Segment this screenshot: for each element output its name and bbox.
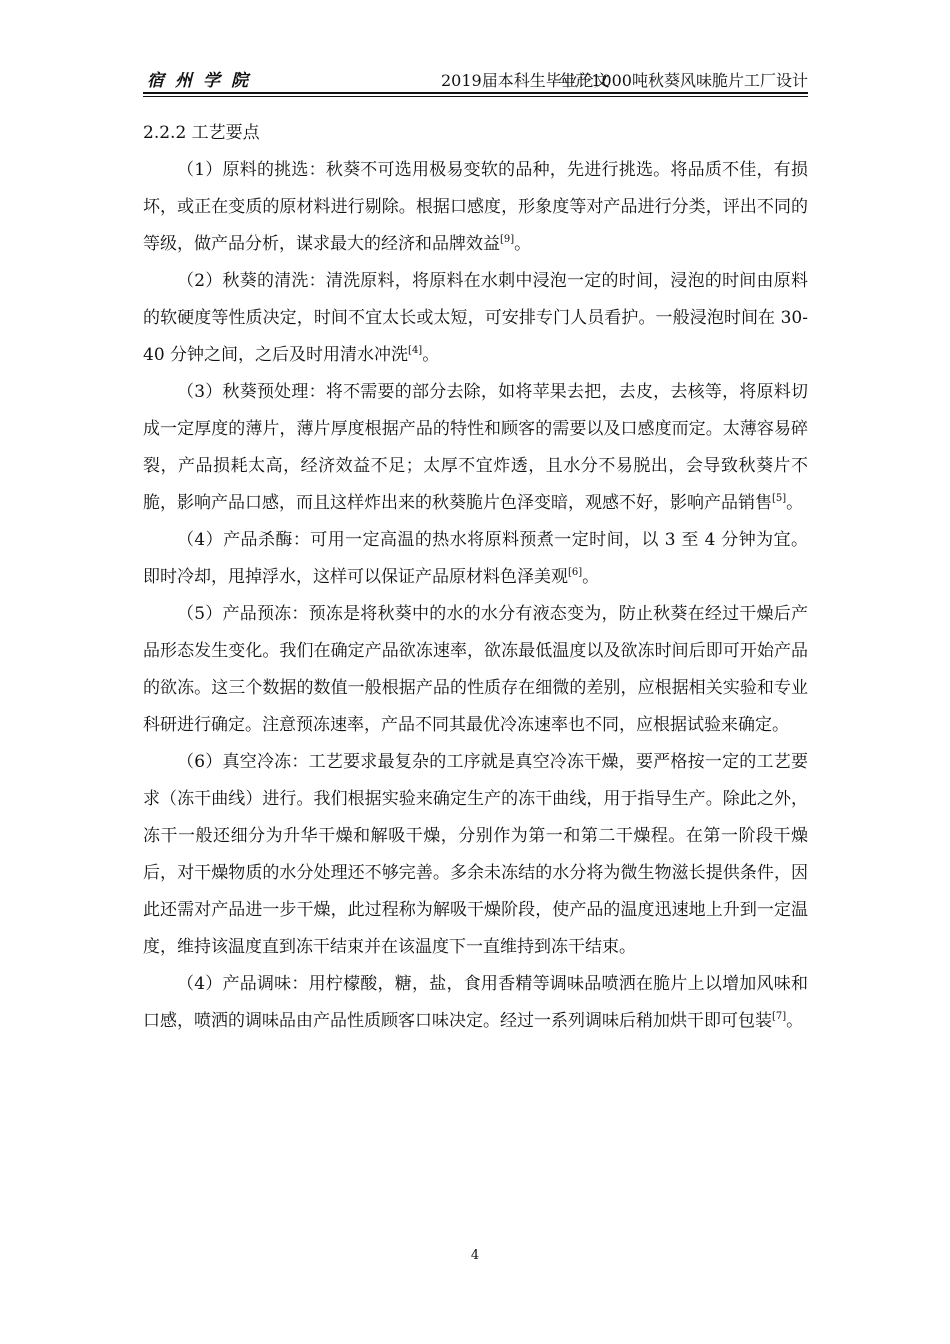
section-heading: 2.2.2 工艺要点 — [143, 123, 260, 143]
school-name: 宿州学院 — [147, 71, 259, 91]
citation: [4] — [408, 345, 423, 356]
citation: [9] — [500, 234, 515, 245]
paragraph-6: （6）真空冷冻：工艺要求最复杂的工序就是真空冷冻干燥，要严格按一定的工艺要求（冻干曲线）进行。我们根据实验来确定生产的冻干曲线，用于指导生产。除此之外，冻干一般还细分为升华干燥和解吸干燥，分别作为第一和第二干燥程。在第一阶段干燥后，对干燥物质的水分处理还不够完善。多余未冻结的水分将为微生物滋长提供条件，因此还需对产品进一步干燥，此过程称为解吸干燥阶段，使产品的温度迅速地上升到一定温度，维持该温度直到冻干结束并在该温度下一直维持到冻干结束。 — [143, 752, 808, 957]
page-header — [143, 64, 808, 94]
citation: [7] — [772, 1011, 787, 1022]
citation: [6] — [568, 567, 583, 578]
header-rule — [143, 96, 808, 97]
page-number: 4 — [470, 1248, 480, 1263]
paragraph-1: （1）原料的挑选：秋葵不可选用极易变软的品种，先进行挑选。将品质不佳，有损坏，或正在变质的原材料进行剔除。根据口感度，形象度等对产品进行分类，评出不同的等级，做产品分析，谋求最大的经济和品牌效益[9]。 — [143, 160, 808, 254]
paragraph-2: （2）秋葵的清洗：清洗原料，将原料在水刺中浸泡一定的时间，浸泡的时间由原料的软硬度等性质决定，时间不宜太长或太短，可安排专门人员看护。一般浸泡时间在 30-40 分钟之间，之后及时用清水冲洗[4]。 — [143, 271, 808, 365]
paragraph-5: （5）产品预冻：预冻是将秋葵中的水的水分有液态变为，防止秋葵在经过干燥后产品形态发生变化。我们在确定产品欲冻速率，欲冻最低温度以及欲冻时间后即可开始产品的欲冻。这三个数据的数值一般根据产品的性质存在细微的差别，应根据相关实验和专业科研进行确定。注意预冻速率，产品不同其最优冷冻速率也不同，应根据试验来确定。 — [143, 604, 808, 735]
paragraph-7: （4）产品调味：用柠檬酸，糖，盐，食用香精等调味品喷洒在脆片上以增加风味和口感，喷洒的调味品由产品性质顾客口味决定。经过一系列调味后稍加烘干即可包装[7]。 — [143, 974, 808, 1031]
thesis-label: 2019届本科生毕业论文 — [441, 71, 610, 90]
paragraph-4: （4）产品杀酶：可用一定高温的热水将原料预煮一定时间，以 3 至 4 分钟为宜。即时冷却，甩掉浮水，这样可以保证产品原材料色泽美观[6]。 — [143, 530, 808, 587]
page-body — [143, 115, 808, 1040]
document-title: 年产1000吨秋葵风味脆片工厂设计 — [559, 71, 808, 90]
citation: [5] — [772, 493, 787, 504]
paragraph-3: （3）秋葵预处理：将不需要的部分去除，如将苹果去把，去皮，去核等，将原料切成一定厚度的薄片，薄片厚度根据产品的特性和顾客的需要以及口感度而定。太薄容易碎裂，产品损耗太高，经济效益不足；太厚不宜炸透，且水分不易脱出，会导致秋葵片不脆，影响产品口感，而且这样炸出来的秋葵脆片色泽变暗，观感不好，影响产品销售[5]。 — [143, 382, 808, 513]
